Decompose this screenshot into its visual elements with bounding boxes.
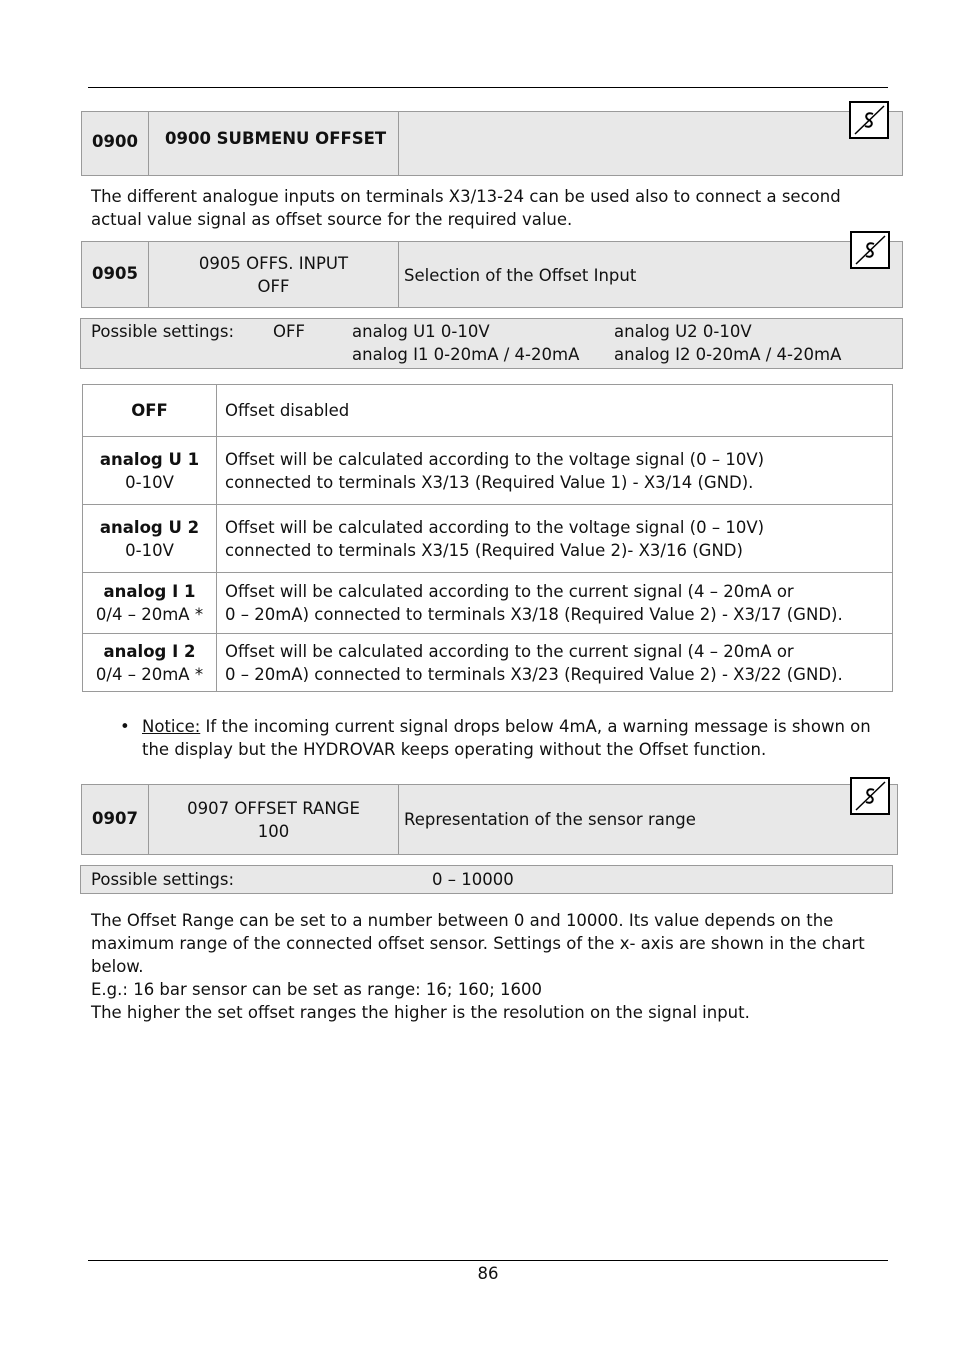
menu-0900-title: 0900 SUBMENU OFFSET	[165, 129, 387, 148]
range-paragraph	[91, 909, 891, 1024]
menu-0907-sep2	[398, 785, 399, 854]
option-key-sub: 0-10V	[125, 540, 174, 560]
menu-0907-param-name: 0907 OFFSET RANGE	[187, 799, 360, 818]
menu-0905-param	[149, 252, 398, 298]
option-desc-line1: Offset will be calculated according to the current signal (4 – 20mA or	[225, 582, 794, 601]
option-desc-line1: Offset will be calculated according to the voltage signal (0 – 10V)	[225, 449, 765, 469]
menu-0905-param-value: OFF	[257, 277, 290, 296]
option-desc-cell	[217, 385, 893, 437]
notice-label: Notice:	[142, 717, 201, 736]
range-text-p1: The Offset Range can be set to a number between 0 and 10000. Its value depends on the maximum range of the connected offset sensor. Settings of the x- axis are shown in the chart below.	[91, 911, 865, 976]
offset-input-options-table	[82, 384, 893, 692]
table-row	[83, 634, 893, 692]
option-key-cell	[83, 573, 217, 634]
menu-0907-box	[81, 784, 898, 855]
intro-paragraph: The different analogue inputs on terminals X3/13-24 can be used also to connect a second actual value signal as offset source for the required value.	[91, 187, 841, 229]
settings-0905-box	[80, 318, 903, 369]
page-number: 86	[477, 1264, 499, 1283]
option-key-cell	[83, 385, 217, 437]
menu-0905-description: Selection of the Offset Input	[404, 266, 637, 285]
range-text-p3: The higher the set offset ranges the higher is the resolution on the signal input.	[91, 1003, 750, 1022]
option-key: OFF	[131, 401, 168, 420]
settings-0905-opt-u2: analog U2 0-10V	[614, 322, 752, 341]
settings-0907-box	[80, 865, 893, 894]
settings-0905-opt-u1: analog U1 0-10V	[352, 322, 490, 341]
menu-0905-code: 0905	[92, 264, 138, 283]
option-desc-line2: connected to terminals X3/13 (Required Value 1) - X3/14 (GND).	[225, 472, 754, 492]
settings-0905-opt-i1: analog I1 0-20mA / 4-20mA	[352, 345, 580, 364]
footer-rule	[88, 1260, 888, 1261]
settings-0905-opt-off: OFF	[273, 322, 305, 341]
option-desc-cell	[217, 573, 893, 634]
menu-0907-code: 0907	[92, 809, 138, 828]
option-key: analog U 1	[99, 449, 200, 469]
option-desc-line1: Offset will be calculated according to the voltage signal (0 – 10V)	[225, 517, 765, 537]
option-key: analog I 1	[103, 582, 196, 601]
pen-slash-icon	[849, 101, 889, 139]
option-key-cell	[83, 505, 217, 573]
table-row	[83, 573, 893, 634]
option-key: analog U 2	[99, 517, 200, 537]
option-desc-line2: 0 – 20mA) connected to terminals X3/23 (Required Value 2) - X3/22 (GND).	[225, 664, 843, 684]
menu-0907-param	[149, 797, 398, 843]
table-row	[83, 385, 893, 437]
menu-0905-sep2	[398, 242, 399, 307]
menu-0900-sep2	[398, 112, 399, 175]
table-row	[83, 505, 893, 573]
header-rule	[88, 87, 888, 88]
option-desc-cell	[217, 505, 893, 573]
notice-body: If the incoming current signal drops below 4mA, a warning message is shown on the display but the HYDROVAR keeps operating without the Offset function.	[142, 717, 871, 759]
option-desc-cell	[217, 634, 893, 692]
menu-0905-box	[81, 241, 903, 308]
option-desc-cell	[217, 437, 893, 505]
menu-0905-param-name: 0905 OFFS. INPUT	[198, 254, 349, 273]
menu-0907-param-value: 100	[257, 822, 290, 841]
notice-text	[142, 715, 890, 761]
menu-0900-box	[81, 111, 903, 176]
settings-0907-range: 0 – 10000	[432, 870, 514, 889]
option-key-sub: 0-10V	[125, 472, 174, 492]
option-key-cell	[83, 437, 217, 505]
option-key: analog I 2	[103, 641, 196, 661]
option-key-sub: 0/4 – 20mA *	[95, 664, 204, 684]
option-desc-line2: 0 – 20mA) connected to terminals X3/18 (Required Value 2) - X3/17 (GND).	[225, 605, 843, 624]
menu-0900-code: 0900	[92, 132, 138, 151]
notice-bullet: •	[120, 717, 130, 736]
option-desc-line2: connected to terminals X3/15 (Required Value 2)- X3/16 (GND)	[225, 540, 743, 560]
table-row	[83, 437, 893, 505]
settings-0907-label: Possible settings:	[91, 870, 235, 889]
menu-0900-sep1	[148, 112, 149, 175]
option-key-cell	[83, 634, 217, 692]
option-desc-line1: Offset will be calculated according to the current signal (4 – 20mA or	[225, 641, 794, 661]
menu-0907-description: Representation of the sensor range	[404, 810, 696, 829]
pen-slash-icon	[850, 231, 890, 269]
settings-0905-opt-i2: analog I2 0-20mA / 4-20mA	[614, 345, 842, 364]
option-key-sub: 0/4 – 20mA *	[95, 605, 204, 624]
settings-0905-label: Possible settings:	[91, 322, 235, 341]
option-desc-line1: Offset disabled	[225, 401, 350, 420]
range-text-p2: E.g.: 16 bar sensor can be set as range: 16; 160; 1600	[91, 980, 543, 999]
pen-slash-icon	[850, 777, 890, 815]
